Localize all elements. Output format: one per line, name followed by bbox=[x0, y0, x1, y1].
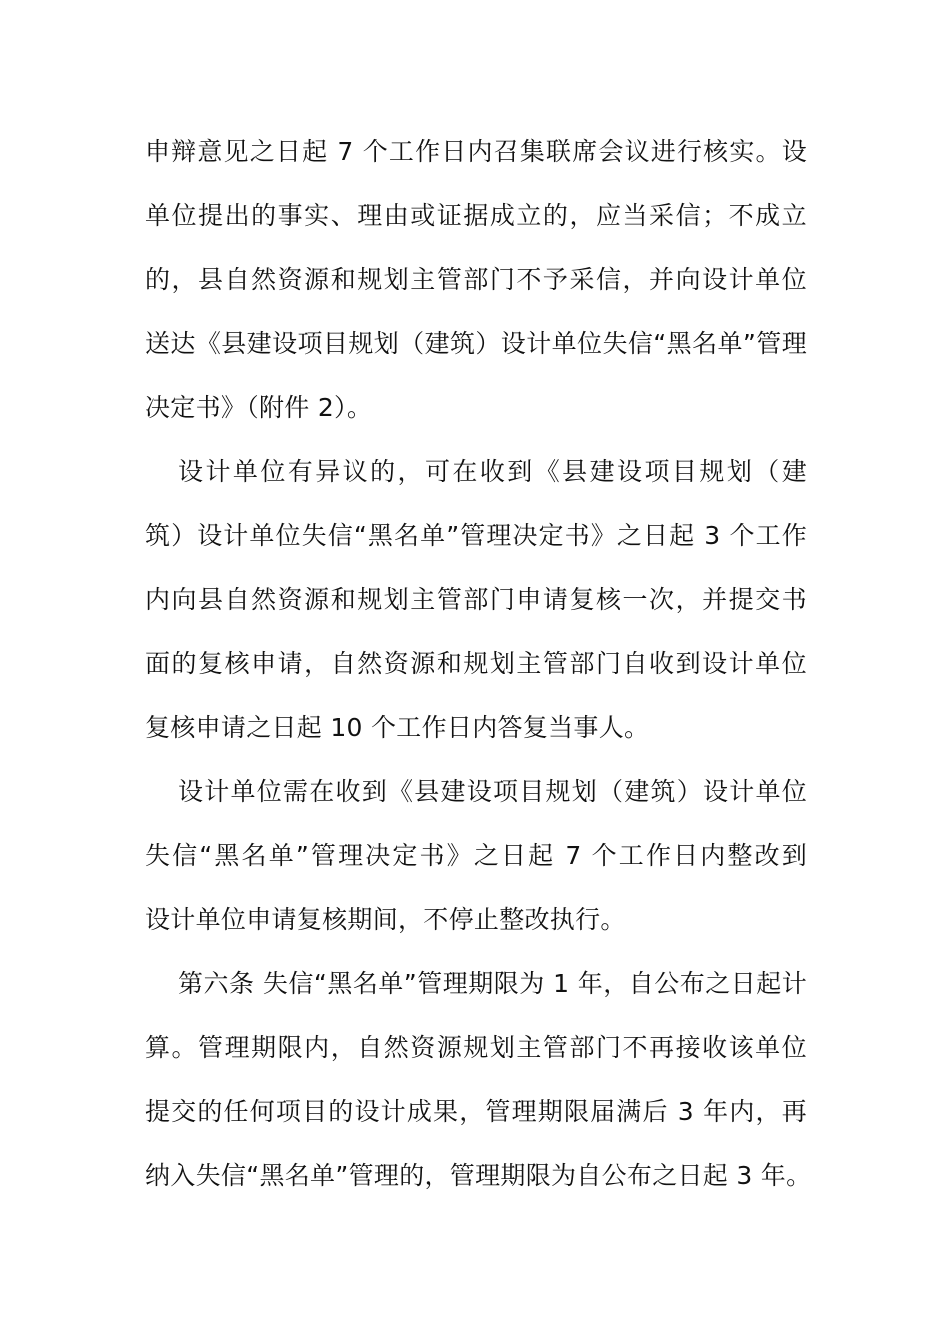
body-text bbox=[145, 120, 812, 1208]
text-line: 设计单位需在收到《县建设项目规划（建筑）设计单位 bbox=[178, 777, 807, 806]
paragraph-3 bbox=[145, 760, 807, 952]
article-6-line: 第六条 失信“黑名单”管理期限为 1 年，自公布之日起计 bbox=[178, 969, 807, 998]
text-line: 的，县自然资源和规划主管部门不予采信，并向设计单位 bbox=[145, 265, 807, 294]
text-line: 筑）设计单位失信“黑名单”管理决定书》之日起 3 个工作 bbox=[145, 521, 807, 550]
text-line: 提交的任何项目的设计成果，管理期限届满后 3 年内，再 bbox=[145, 1097, 807, 1126]
paragraph-4 bbox=[145, 952, 812, 1208]
paragraph-2 bbox=[145, 440, 807, 760]
text-line: 决定书》（附件 2）。 bbox=[145, 393, 373, 422]
text-line: 算。管理期限内，自然资源规划主管部门不再接收该单位 bbox=[145, 1033, 807, 1062]
text-line: 设计单位申请复核期间，不停止整改执行。 bbox=[145, 905, 626, 934]
text-line: 设计单位有异议的，可在收到《县建设项目规划（建 bbox=[178, 457, 807, 486]
text-line: 送达《县建设项目规划（建筑）设计单位失信“黑名单”管理 bbox=[145, 329, 807, 358]
text-line: 内向县自然资源和规划主管部门申请复核一次，并提交书 bbox=[145, 585, 807, 614]
text-line: 面的复核申请，自然资源和规划主管部门自收到设计单位 bbox=[145, 649, 807, 678]
paragraph-1 bbox=[145, 120, 807, 440]
text-line: 失信“黑名单”管理决定书》之日起 7 个工作日内整改到 bbox=[145, 841, 807, 870]
text-line: 单位提出的事实、理由或证据成立的，应当采信；不成立 bbox=[145, 201, 807, 230]
text-line: 申辩意见之日起 7 个工作日内召集联席会议进行核实。设 bbox=[145, 137, 807, 166]
text-line: 纳入失信“黑名单”管理的，管理期限为自公布之日起 3 年。 bbox=[145, 1161, 812, 1190]
text-line: 复核申请之日起 10 个工作日内答复当事人。 bbox=[145, 713, 650, 742]
